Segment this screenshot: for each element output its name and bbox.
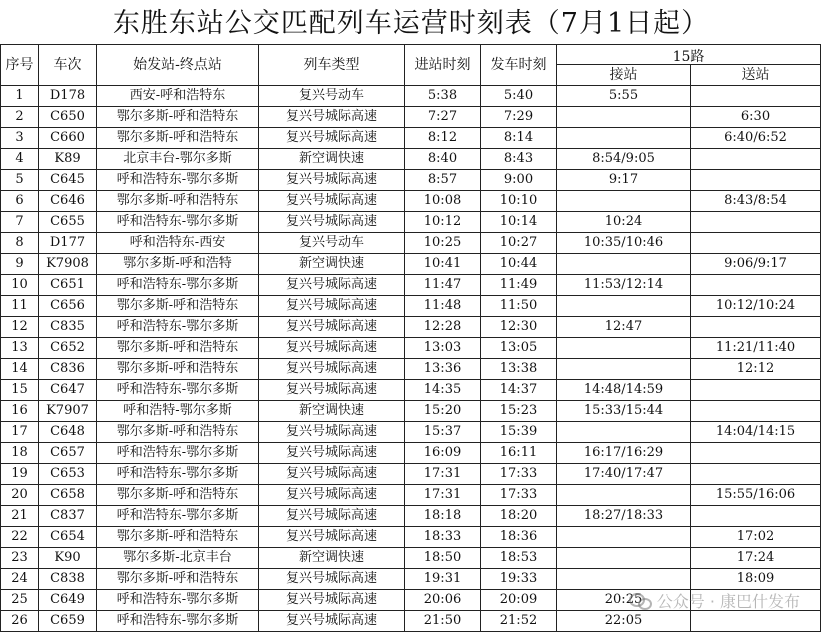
cell-arrive: 20:06 [405, 590, 481, 611]
cell-dropoff: 15:55/16:06 [691, 485, 821, 506]
cell-seq: 14 [1, 359, 39, 380]
cell-route: 西安-呼和浩特东 [97, 86, 259, 107]
cell-type: 复兴号动车 [259, 86, 405, 107]
cell-type: 复兴号城际高速 [259, 380, 405, 401]
cell-route: 鄂尔多斯-呼和浩特东 [97, 569, 259, 590]
cell-seq: 22 [1, 527, 39, 548]
table-row [1, 296, 821, 317]
cell-train: C647 [39, 380, 97, 401]
cell-pickup: 15:33/15:44 [557, 401, 691, 422]
cell-arrive: 17:31 [405, 485, 481, 506]
cell-dropoff [691, 506, 821, 527]
cell-route: 鄂尔多斯-呼和浩特东 [97, 107, 259, 128]
cell-dropoff [691, 611, 821, 632]
table-row [1, 527, 821, 548]
cell-type: 复兴号动车 [259, 233, 405, 254]
cell-pickup [557, 422, 691, 443]
header-seq: 序号 [1, 45, 39, 86]
cell-pickup: 10:24 [557, 212, 691, 233]
cell-arrive: 11:47 [405, 275, 481, 296]
cell-train: C645 [39, 170, 97, 191]
cell-dropoff: 11:21/11:40 [691, 338, 821, 359]
cell-arrive: 12:28 [405, 317, 481, 338]
cell-route: 鄂尔多斯-呼和浩特东 [97, 338, 259, 359]
cell-depart: 10:44 [481, 254, 557, 275]
cell-pickup [557, 128, 691, 149]
cell-train: C649 [39, 590, 97, 611]
cell-pickup [557, 569, 691, 590]
table-row [1, 107, 821, 128]
cell-type: 新空调快速 [259, 149, 405, 170]
table-row [1, 611, 821, 632]
cell-depart: 18:36 [481, 527, 557, 548]
cell-type: 复兴号城际高速 [259, 275, 405, 296]
cell-arrive: 21:50 [405, 611, 481, 632]
cell-seq: 24 [1, 569, 39, 590]
cell-route: 北京丰台-鄂尔多斯 [97, 149, 259, 170]
table-row [1, 506, 821, 527]
cell-arrive: 5:38 [405, 86, 481, 107]
cell-dropoff [691, 275, 821, 296]
table-row [1, 569, 821, 590]
header-train: 车次 [39, 45, 97, 86]
table-row [1, 464, 821, 485]
cell-route: 呼和浩特东-鄂尔多斯 [97, 590, 259, 611]
header-arrive: 进站时刻 [405, 45, 481, 86]
cell-arrive: 13:03 [405, 338, 481, 359]
cell-type: 复兴号城际高速 [259, 569, 405, 590]
cell-dropoff: 12:12 [691, 359, 821, 380]
cell-train: C648 [39, 422, 97, 443]
cell-train: C653 [39, 464, 97, 485]
cell-depart: 15:23 [481, 401, 557, 422]
cell-arrive: 17:31 [405, 464, 481, 485]
cell-train: C660 [39, 128, 97, 149]
cell-depart: 11:50 [481, 296, 557, 317]
cell-depart: 18:20 [481, 506, 557, 527]
cell-route: 鄂尔多斯-呼和浩特东 [97, 527, 259, 548]
cell-depart: 8:43 [481, 149, 557, 170]
cell-type: 复兴号城际高速 [259, 107, 405, 128]
watermark-text: 公众号 · 康巴什发布 [656, 592, 800, 611]
cell-seq: 23 [1, 548, 39, 569]
table-row [1, 86, 821, 107]
cell-arrive: 19:31 [405, 569, 481, 590]
cell-train: C838 [39, 569, 97, 590]
cell-route: 呼和浩特东-鄂尔多斯 [97, 506, 259, 527]
cell-seq: 5 [1, 170, 39, 191]
cell-type: 新空调快速 [259, 254, 405, 275]
cell-train: D178 [39, 86, 97, 107]
cell-route: 鄂尔多斯-呼和浩特 [97, 254, 259, 275]
cell-train: C835 [39, 317, 97, 338]
cell-pickup: 10:35/10:46 [557, 233, 691, 254]
table-row [1, 191, 821, 212]
cell-arrive: 16:09 [405, 443, 481, 464]
cell-dropoff [691, 443, 821, 464]
cell-dropoff [691, 233, 821, 254]
cell-dropoff [691, 149, 821, 170]
cell-pickup: 9:17 [557, 170, 691, 191]
cell-train: C659 [39, 611, 97, 632]
cell-train: C651 [39, 275, 97, 296]
cell-arrive: 8:57 [405, 170, 481, 191]
cell-dropoff [691, 401, 821, 422]
table-row [1, 275, 821, 296]
cell-type: 复兴号城际高速 [259, 317, 405, 338]
cell-arrive: 14:35 [405, 380, 481, 401]
table-row [1, 485, 821, 506]
cell-seq: 1 [1, 86, 39, 107]
cell-arrive: 10:25 [405, 233, 481, 254]
cell-seq: 10 [1, 275, 39, 296]
cell-seq: 8 [1, 233, 39, 254]
cell-route: 呼和浩特-鄂尔多斯 [97, 401, 259, 422]
cell-depart: 17:33 [481, 464, 557, 485]
cell-type: 复兴号城际高速 [259, 338, 405, 359]
cell-seq: 12 [1, 317, 39, 338]
cell-seq: 6 [1, 191, 39, 212]
cell-arrive: 7:27 [405, 107, 481, 128]
cell-pickup [557, 527, 691, 548]
cell-route: 呼和浩特东-鄂尔多斯 [97, 170, 259, 191]
cell-dropoff [691, 86, 821, 107]
cell-pickup: 14:48/14:59 [557, 380, 691, 401]
cell-type: 复兴号城际高速 [259, 359, 405, 380]
cell-arrive: 15:37 [405, 422, 481, 443]
cell-depart: 17:33 [481, 485, 557, 506]
cell-depart: 18:53 [481, 548, 557, 569]
cell-type: 复兴号城际高速 [259, 128, 405, 149]
cell-type: 复兴号城际高速 [259, 170, 405, 191]
cell-arrive: 18:50 [405, 548, 481, 569]
cell-depart: 13:05 [481, 338, 557, 359]
cell-depart: 13:38 [481, 359, 557, 380]
table-row [1, 128, 821, 149]
cell-depart: 19:33 [481, 569, 557, 590]
table-row [1, 380, 821, 401]
cell-type: 复兴号城际高速 [259, 191, 405, 212]
cell-train: C658 [39, 485, 97, 506]
cell-depart: 7:29 [481, 107, 557, 128]
table-row [1, 359, 821, 380]
cell-pickup [557, 296, 691, 317]
cell-route: 鄂尔多斯-北京丰台 [97, 548, 259, 569]
cell-depart: 16:11 [481, 443, 557, 464]
table-row [1, 338, 821, 359]
cell-depart: 10:10 [481, 191, 557, 212]
cell-seq: 4 [1, 149, 39, 170]
cell-dropoff: 18:09 [691, 569, 821, 590]
cell-depart: 20:09 [481, 590, 557, 611]
cell-seq: 17 [1, 422, 39, 443]
cell-depart: 14:37 [481, 380, 557, 401]
cell-dropoff [691, 212, 821, 233]
cell-seq: 13 [1, 338, 39, 359]
cell-seq: 16 [1, 401, 39, 422]
cell-route: 呼和浩特东-鄂尔多斯 [97, 464, 259, 485]
cell-route: 鄂尔多斯-呼和浩特东 [97, 191, 259, 212]
cell-route: 呼和浩特东-鄂尔多斯 [97, 611, 259, 632]
cell-pickup [557, 485, 691, 506]
cell-arrive: 18:33 [405, 527, 481, 548]
header-bus-route: 15路 [557, 45, 821, 65]
cell-train: C837 [39, 506, 97, 527]
cell-route: 呼和浩特东-鄂尔多斯 [97, 212, 259, 233]
cell-dropoff [691, 170, 821, 191]
cell-dropoff: 17:02 [691, 527, 821, 548]
cell-depart: 5:40 [481, 86, 557, 107]
cell-seq: 19 [1, 464, 39, 485]
header-dropoff: 送站 [691, 65, 821, 86]
cell-pickup: 20:25 [557, 590, 691, 611]
cell-dropoff: 14:04/14:15 [691, 422, 821, 443]
cell-depart: 9:00 [481, 170, 557, 191]
cell-pickup [557, 191, 691, 212]
cell-type: 复兴号城际高速 [259, 422, 405, 443]
cell-pickup: 22:05 [557, 611, 691, 632]
cell-depart: 15:39 [481, 422, 557, 443]
cell-train: C652 [39, 338, 97, 359]
cell-pickup: 16:17/16:29 [557, 443, 691, 464]
cell-pickup [557, 254, 691, 275]
cell-depart: 12:30 [481, 317, 557, 338]
cell-seq: 20 [1, 485, 39, 506]
cell-route: 鄂尔多斯-呼和浩特东 [97, 485, 259, 506]
cell-route: 鄂尔多斯-呼和浩特东 [97, 359, 259, 380]
watermark [629, 589, 800, 612]
cell-type: 复兴号城际高速 [259, 212, 405, 233]
cell-type: 复兴号城际高速 [259, 611, 405, 632]
cell-pickup: 17:40/17:47 [557, 464, 691, 485]
cell-seq: 15 [1, 380, 39, 401]
cell-pickup [557, 548, 691, 569]
cell-arrive: 13:36 [405, 359, 481, 380]
cell-train: C836 [39, 359, 97, 380]
cell-type: 复兴号城际高速 [259, 296, 405, 317]
table-row [1, 212, 821, 233]
cell-depart: 8:14 [481, 128, 557, 149]
table-row [1, 317, 821, 338]
timetable-body [1, 86, 821, 632]
cell-route: 呼和浩特东-鄂尔多斯 [97, 317, 259, 338]
cell-train: K90 [39, 548, 97, 569]
cell-pickup: 8:54/9:05 [557, 149, 691, 170]
cell-train: C657 [39, 443, 97, 464]
cell-dropoff [691, 317, 821, 338]
cell-depart: 21:52 [481, 611, 557, 632]
cell-train: C650 [39, 107, 97, 128]
cell-dropoff [691, 464, 821, 485]
table-row [1, 233, 821, 254]
header-pickup: 接站 [557, 65, 691, 86]
cell-train: C654 [39, 527, 97, 548]
cell-seq: 26 [1, 611, 39, 632]
cell-type: 新空调快速 [259, 548, 405, 569]
table-row [1, 149, 821, 170]
cell-dropoff: 17:24 [691, 548, 821, 569]
cell-type: 复兴号城际高速 [259, 506, 405, 527]
cell-seq: 2 [1, 107, 39, 128]
cell-type: 复兴号城际高速 [259, 485, 405, 506]
cell-route: 呼和浩特东-鄂尔多斯 [97, 380, 259, 401]
page-title: 东胜东站公交匹配列车运营时刻表（7月1日起） [112, 8, 710, 39]
cell-depart: 10:27 [481, 233, 557, 254]
cell-route: 鄂尔多斯-呼和浩特东 [97, 296, 259, 317]
cell-train: C656 [39, 296, 97, 317]
cell-route: 呼和浩特东-西安 [97, 233, 259, 254]
cell-dropoff: 8:43/8:54 [691, 191, 821, 212]
cell-train: K7907 [39, 401, 97, 422]
cell-seq: 18 [1, 443, 39, 464]
cell-arrive: 10:08 [405, 191, 481, 212]
table-row [1, 422, 821, 443]
cell-train: D177 [39, 233, 97, 254]
cell-route: 鄂尔多斯-呼和浩特东 [97, 422, 259, 443]
table-row [1, 170, 821, 191]
cell-seq: 3 [1, 128, 39, 149]
cell-pickup [557, 359, 691, 380]
cell-depart: 11:49 [481, 275, 557, 296]
cell-pickup: 5:55 [557, 86, 691, 107]
cell-type: 复兴号城际高速 [259, 443, 405, 464]
cell-pickup [557, 338, 691, 359]
cell-type: 复兴号城际高速 [259, 527, 405, 548]
cell-depart: 10:14 [481, 212, 557, 233]
timetable [0, 44, 821, 632]
cell-seq: 25 [1, 590, 39, 611]
cell-route: 呼和浩特东-鄂尔多斯 [97, 275, 259, 296]
header-route-stations: 始发站-终点站 [97, 45, 259, 86]
cell-seq: 9 [1, 254, 39, 275]
cell-seq: 21 [1, 506, 39, 527]
table-row [1, 443, 821, 464]
cell-arrive: 11:48 [405, 296, 481, 317]
cell-type: 复兴号城际高速 [259, 464, 405, 485]
cell-route: 鄂尔多斯-呼和浩特东 [97, 128, 259, 149]
cell-arrive: 18:18 [405, 506, 481, 527]
wechat-icon [629, 593, 651, 609]
cell-train: C655 [39, 212, 97, 233]
cell-train: C646 [39, 191, 97, 212]
cell-arrive: 8:12 [405, 128, 481, 149]
cell-arrive: 10:12 [405, 212, 481, 233]
cell-dropoff: 6:30 [691, 107, 821, 128]
cell-arrive: 8:40 [405, 149, 481, 170]
cell-pickup [557, 107, 691, 128]
cell-dropoff: 9:06/9:17 [691, 254, 821, 275]
cell-dropoff: 6:40/6:52 [691, 128, 821, 149]
cell-seq: 11 [1, 296, 39, 317]
cell-type: 新空调快速 [259, 401, 405, 422]
cell-train: K89 [39, 149, 97, 170]
cell-type: 复兴号城际高速 [259, 590, 405, 611]
cell-dropoff [691, 380, 821, 401]
cell-route: 呼和浩特东-鄂尔多斯 [97, 443, 259, 464]
header-train-type: 列车类型 [259, 45, 405, 86]
cell-pickup: 18:27/18:33 [557, 506, 691, 527]
cell-train: K7908 [39, 254, 97, 275]
cell-pickup: 11:53/12:14 [557, 275, 691, 296]
cell-seq: 7 [1, 212, 39, 233]
table-row [1, 254, 821, 275]
cell-dropoff: 10:12/10:24 [691, 296, 821, 317]
table-row [1, 548, 821, 569]
cell-arrive: 10:41 [405, 254, 481, 275]
cell-pickup: 12:47 [557, 317, 691, 338]
header-depart: 发车时刻 [481, 45, 557, 86]
table-row [1, 401, 821, 422]
cell-arrive: 15:20 [405, 401, 481, 422]
